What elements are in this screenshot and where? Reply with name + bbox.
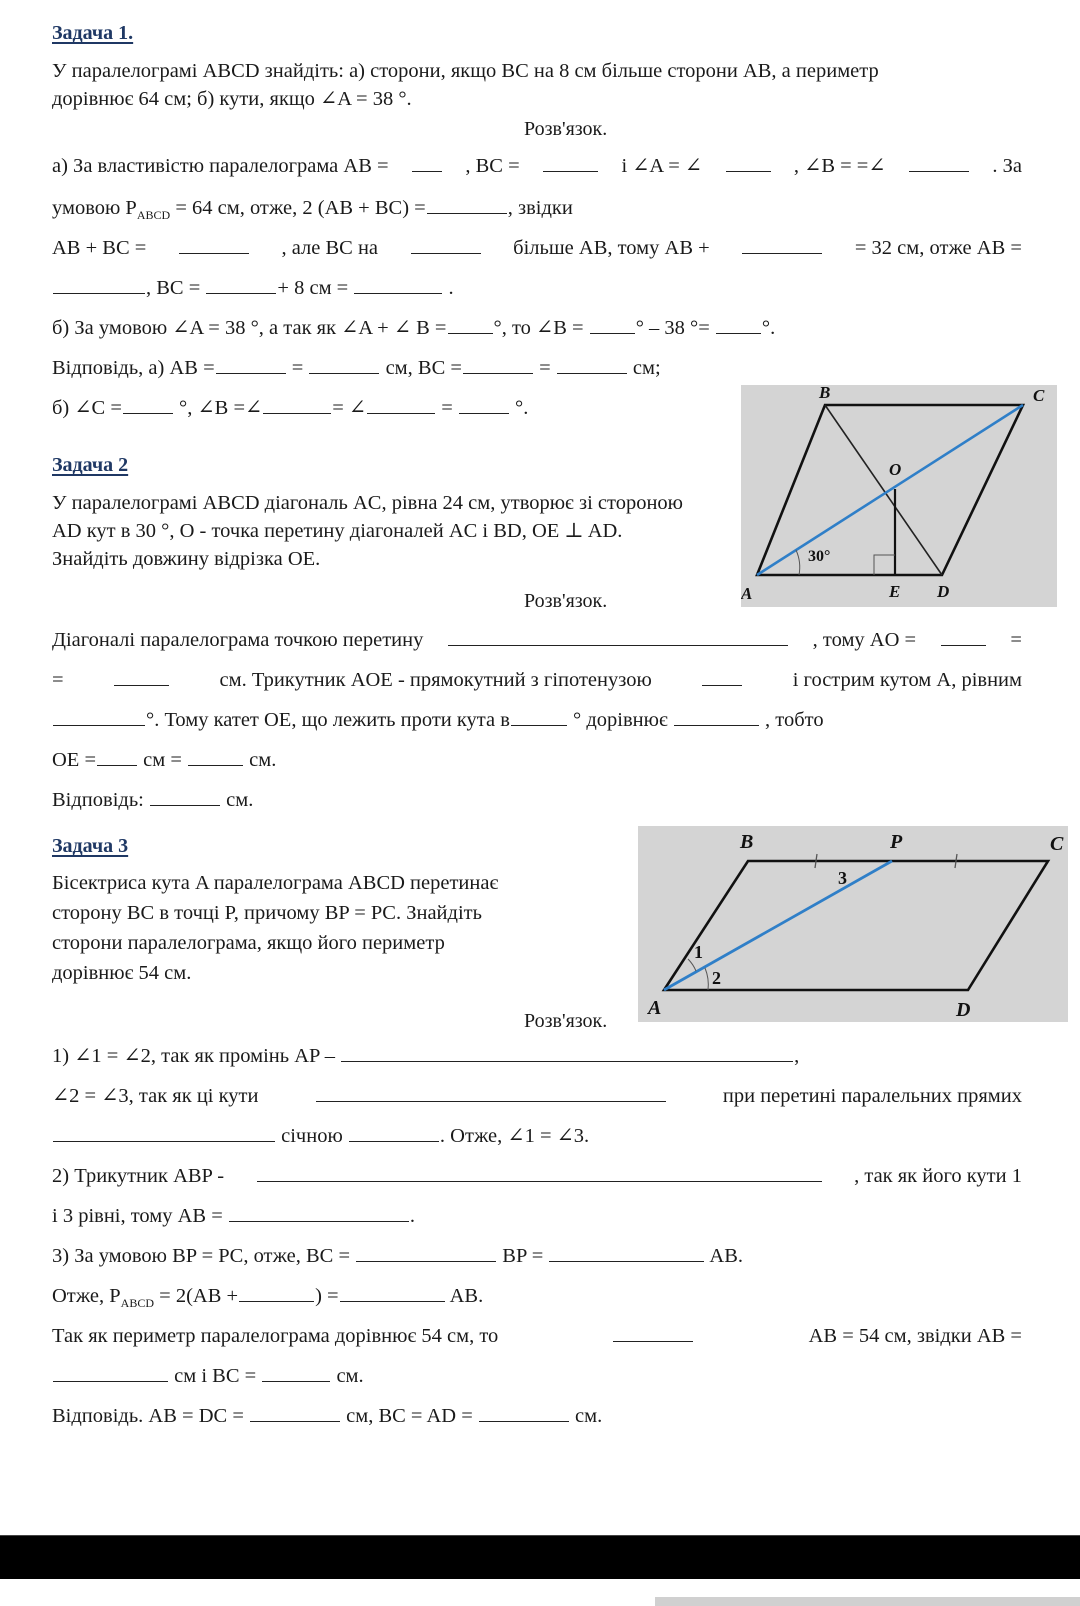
answer-blank[interactable] [459,395,509,414]
svg-text:B: B [740,831,754,853]
text: = [286,357,309,379]
answer-blank[interactable] [188,747,243,766]
text: ∠2 = ∠3, так як ці кути [52,1085,259,1107]
task1-answer-b [52,395,528,421]
task1-line-3 [52,235,1022,261]
answer-blank[interactable] [448,315,493,334]
text: см. [221,789,254,811]
answer-blank[interactable] [114,667,169,686]
task2-line-4 [52,747,276,773]
text: 1) ∠1 = ∠2, так як промінь AP – [52,1045,341,1067]
answer-blank[interactable] [941,627,986,646]
text: AB = 54 см, звідки AB = [808,1325,1022,1347]
answer-blank[interactable] [53,275,145,294]
text: Діагоналі паралелограма точкою перетину [52,629,424,651]
task3-line-1 [52,1043,799,1069]
text: °. [761,317,776,339]
svg-text:D: D [956,999,971,1021]
parallelogram-bisector-diagram-icon [638,826,1068,1022]
answer-blank[interactable] [557,355,627,374]
text: ) = [315,1285,339,1307]
answer-blank[interactable] [341,1043,793,1062]
text: і 3 рівні, тому AB = [52,1205,228,1227]
text: , BC = [465,155,520,177]
text: , так як його кути 1 [854,1165,1022,1187]
task3-line-9 [52,1363,364,1389]
text: при перетині паралельних прямих [722,1085,1022,1107]
task2-parallelogram-figure [741,385,1057,607]
text: = [533,357,556,379]
answer-blank[interactable] [53,1123,275,1142]
text: умовою P [52,197,137,219]
text: Відповідь. AB = DC = [52,1405,250,1427]
text: , [794,1045,800,1067]
text: Отже, P [52,1285,121,1307]
task3-statement-line2: сторону BC в точці P, причому BP = PC. Знайдіть [52,902,482,924]
task3-answer [52,1403,602,1429]
task1-heading: Задача 1. [52,22,134,44]
answer-blank[interactable] [206,275,276,294]
answer-blank[interactable] [239,1283,314,1302]
text: більше AB, тому AB + [513,237,710,259]
answer-blank[interactable] [549,1243,704,1262]
text: , ∠B = =∠ [793,155,886,177]
text: . [409,1205,416,1227]
text: °. [509,397,529,419]
task1-statement-line1: У паралелограмі ABCD знайдіть: а) сторони, якщо BC на 8 см більше сторони AB, а периметр [52,60,879,82]
svg-text:1: 1 [694,942,703,962]
task1-line-4 [52,275,454,301]
text: Відповідь: [52,789,149,811]
task2-answer [52,787,253,813]
answer-blank[interactable] [150,787,220,806]
answer-blank[interactable] [674,707,759,726]
text: = [436,397,458,419]
text: °, то ∠B = [493,317,589,339]
task3-heading: Задача 3 [52,835,129,857]
text: см; [627,357,661,379]
answer-blank[interactable] [263,395,331,414]
text: б) За умовою ∠A = 38 °, а так як ∠A + ∠ B = [52,317,447,339]
task3-statement-line4: дорівнює 54 см. [52,962,192,984]
task3-line-5 [52,1203,415,1229]
task3-statement-line1: Бісектриса кута A паралелограма ABCD перетинає [52,872,499,894]
task1-line-2 [52,195,573,228]
text: = 64 см, отже, 2 (AB + BC) = [170,197,426,219]
text: ° – 38 °= [635,317,715,339]
task2-line-2 [52,667,1022,693]
answer-blank[interactable] [216,355,286,374]
text: см. [569,1405,603,1427]
page-separator-bar [0,1535,1080,1579]
text: см і BC = [169,1365,262,1387]
text: , BC = [146,277,206,299]
task1-solution-label: Розв'язок. [524,118,608,140]
svg-text:P: P [890,831,903,853]
answer-blank[interactable] [250,1403,340,1422]
text: = [1010,629,1022,651]
task3-line-7 [52,1283,483,1316]
text: ° дорівнює [567,709,673,731]
answer-blank[interactable] [448,627,788,646]
answer-blank[interactable] [53,707,145,726]
text: = 2(AB + [154,1285,239,1307]
task3-line-3 [52,1123,589,1149]
text: а) За властивістю паралелограма AB = [52,155,389,177]
text: . За [992,155,1022,177]
text: і гострим кутом A, рівним [792,669,1022,691]
next-page-figure-edge [655,1597,1080,1606]
task3-statement-line3: сторони паралелограма, якщо його периметр [52,932,445,954]
text: OE = [52,749,97,771]
text: см = [138,749,188,771]
answer-blank[interactable] [511,707,567,726]
answer-blank[interactable] [316,1083,666,1102]
answer-blank[interactable] [309,355,379,374]
text: AB. [705,1245,744,1267]
answer-blank[interactable] [411,235,481,254]
text: см, BC = AD = [341,1405,478,1427]
svg-text:2: 2 [712,968,721,988]
task2-heading: Задача 2 [52,454,129,476]
svg-text:E: E [889,582,901,601]
answer-blank[interactable] [262,1363,330,1382]
answer-blank[interactable] [97,747,137,766]
svg-text:C: C [1050,833,1064,855]
task3-parallelogram-figure [638,826,1068,1022]
text: , але BC на [281,237,379,259]
text: . Отже, ∠1 = ∠3. [439,1125,590,1147]
text: = [52,669,64,691]
answer-blank[interactable] [613,1323,693,1342]
text: 3) За умовою BP = PC, отже, BC = [52,1245,356,1267]
text: 2) Трикутник ABP - [52,1165,225,1187]
text: січною [276,1125,348,1147]
task2-statement-line1: У паралелограмі ABCD діагональ AC, рівна 24 см, утворює зі стороною [52,492,683,514]
text: AB + BC = [52,237,147,259]
task2-line-3 [52,707,824,733]
answer-blank[interactable] [543,153,598,172]
task3-line-6 [52,1243,743,1269]
answer-blank[interactable] [742,235,822,254]
text: , звідки [507,197,573,219]
task2-solution-label: Розв'язок. [524,590,608,612]
task3-line-2 [52,1083,1022,1109]
task3-line-4 [52,1163,1022,1189]
task2-line-1 [52,627,1022,653]
text: Відповідь, а) AB = [52,357,215,379]
task1-answer-a [52,355,661,381]
text: і ∠A = ∠ [621,155,703,177]
svg-text:A: A [741,584,753,603]
answer-blank[interactable] [479,1403,569,1422]
answer-blank[interactable] [349,1123,439,1142]
svg-text:30°: 30° [808,548,831,565]
svg-text:C: C [1033,386,1045,405]
task1-statement-line2: дорівнює 64 см; б) кути, якщо ∠A = 38 °. [52,88,412,110]
answer-blank[interactable] [257,1163,822,1182]
answer-blank[interactable] [229,1203,409,1222]
task3-line-8 [52,1323,1022,1349]
text: см. [244,749,277,771]
task2-statement-line3: Знайдіть довжину відрізка OE. [52,548,321,570]
answer-blank[interactable] [427,195,507,214]
text: . [443,277,454,299]
answer-blank[interactable] [367,395,435,414]
subscript: ABCD [120,1296,155,1311]
task1-line-1 [52,153,1022,179]
answer-blank[interactable] [356,1243,496,1262]
text: + 8 см = [277,277,354,299]
svg-text:D: D [937,582,950,601]
answer-blank[interactable] [354,275,442,294]
answer-blank[interactable] [123,395,173,414]
text: = 32 см, отже AB = [854,237,1022,259]
answer-blank[interactable] [179,235,249,254]
text: AB. [445,1285,484,1307]
text: °. Тому катет OE, що лежить проти кута в [146,709,510,731]
answer-blank[interactable] [412,153,442,172]
answer-blank[interactable] [702,667,742,686]
answer-blank[interactable] [53,1363,168,1382]
parallelogram-diagram-icon [741,385,1057,607]
answer-blank[interactable] [909,153,969,172]
text: см. [331,1365,364,1387]
subscript: ABCD [136,208,171,223]
text: см, BC = [380,357,462,379]
text: , тобто [759,709,824,731]
text: см. Трикутник AOE - прямокутний з гіпотенузою [219,669,652,691]
answer-blank[interactable] [590,315,635,334]
task1-line-5 [52,315,775,341]
answer-blank[interactable] [726,153,771,172]
svg-text:O: O [889,460,902,479]
svg-text:A: A [648,997,662,1019]
text: = ∠ [332,397,367,419]
task2-statement-line2: AD кут в 30 °, O - точка перетину діагоналей AC і BD, OE ⊥ AD. [52,520,623,542]
answer-blank[interactable] [463,355,533,374]
text: °, ∠B =∠ [173,397,263,419]
answer-blank[interactable] [340,1283,445,1302]
svg-text:B: B [819,385,831,402]
text: Так як периметр паралелограма дорівнює 54 см, то [52,1325,499,1347]
text: , тому AO = [812,629,917,651]
answer-blank[interactable] [716,315,761,334]
svg-text:3: 3 [838,868,847,888]
text: BP = [497,1245,549,1267]
task3-solution-label: Розв'язок. [524,1010,608,1032]
text: б) ∠C = [52,397,122,419]
